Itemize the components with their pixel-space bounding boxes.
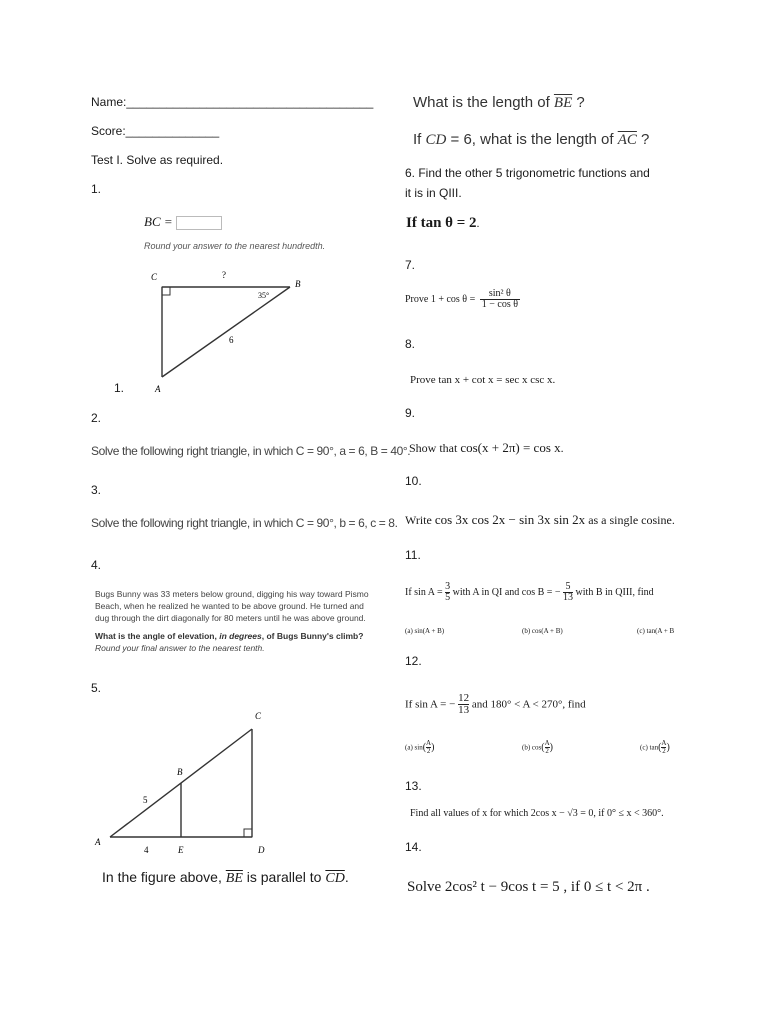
q14-number: 14. xyxy=(405,840,422,854)
q5-label-b: B xyxy=(177,767,183,777)
q10-text: Write cos 3x cos 2x − sin 3x sin 2x as a single cosine. xyxy=(405,512,675,527)
q12-given: If sin A = − $\frac{12}{13}$ and 180° < A < 270°, find xyxy=(405,692,586,716)
q6-line1: 6. Find the other 5 trigonometric functions and xyxy=(405,166,650,180)
q4-line2: Beach, when he realized he wanted to be above ground. He turned and xyxy=(95,601,364,611)
q5-label-d: D xyxy=(258,845,265,855)
q2-text: Solve the following right triangle, in which C = 90°, a = 6, B = 40°. xyxy=(91,444,411,458)
q12-number: 12. xyxy=(405,654,422,668)
q4-line3: dug through the dirt diagonally for 80 meters until he was above ground. xyxy=(95,613,366,623)
q11-number: 11. xyxy=(405,548,421,562)
q12-frac: $\frac{12}{13}$ xyxy=(458,692,470,716)
q4-number: 4. xyxy=(91,558,102,572)
q7-fraction: $\frac{\text{sin² θ}}{\text{1 − cos θ}}$ xyxy=(481,288,518,310)
q1-label-c: C xyxy=(151,272,158,282)
q5-label-e: E xyxy=(178,845,184,855)
q12-part-b: (b) cos( $\frac{A}{2}$ ) xyxy=(522,739,553,755)
q6-given: If tan θ = 2. xyxy=(406,215,480,231)
q4-line1: Bugs Bunny was 33 meters below ground, digging his way toward Pismo xyxy=(95,589,369,599)
q9-number: 9. xyxy=(405,406,416,420)
q13-text: Find all values of x for which 2cos x − √3 = 0, if 0° ≤ x < 360°. xyxy=(410,808,664,819)
q12-part-a: (a) sin( $\frac{A}{2}$ ) xyxy=(405,739,435,755)
q1-side-unknown: ? xyxy=(222,270,226,280)
q4-problem xyxy=(95,588,369,654)
q1-label-b: B xyxy=(295,279,301,289)
q14-text: Solve 2cos² t − 9cos t = 5 , if 0 ≤ t < 2π . xyxy=(407,879,650,895)
q11-frac-a: $\frac{3}{5}$ xyxy=(445,581,451,603)
q5-number: 5. xyxy=(91,681,102,695)
q11-part-c: (c) tan(A + B xyxy=(637,627,675,635)
q1-repeat-number: 1. xyxy=(114,381,125,395)
q2-number: 2. xyxy=(91,411,102,425)
q9-text: Show that cos(x + 2π) = cos x. xyxy=(409,440,564,455)
q11-given: If sin A = $\frac{3}{5}$ with A in QI and cos B = − $\frac{5}{13}$ with B in QIII, find xyxy=(405,581,654,603)
q1-instruction: Round your answer to the nearest hundredth. xyxy=(144,241,326,251)
q1-angle-label: 35° xyxy=(258,291,270,300)
q11-part-a: (a) sin(A + B) xyxy=(405,627,445,635)
q8-text: Prove tan x + cot x = sec x csc x. xyxy=(410,374,556,386)
q11-part-b: (b) cos(A + B) xyxy=(522,627,563,635)
q8-number: 8. xyxy=(405,337,416,351)
q5-question-ac: If CD = 6, what is the length of $\overline{AC}$ ? xyxy=(413,131,650,148)
q5-len-ae: 4 xyxy=(144,845,149,855)
q1-triangle-figure xyxy=(140,265,315,400)
q1-number: 1. xyxy=(91,182,102,196)
name-field[interactable]: Name:_____________________________________ xyxy=(91,95,374,109)
q5-len-ab: 5 xyxy=(143,795,148,805)
q5-label-a: A xyxy=(95,837,101,847)
q3-text: Solve the following right triangle, in which C = 90°, b = 6, c = 8. xyxy=(91,516,398,530)
q1-label-a: A xyxy=(155,384,161,394)
q1-answer-box[interactable] xyxy=(176,216,222,230)
q3-number: 3. xyxy=(91,483,102,497)
q4-question: What is the angle of elevation, in degrees, of Bugs Bunny's climb? xyxy=(95,631,364,641)
q12-part-c: (c) tan( $\frac{A}{2}$ ) xyxy=(640,739,670,755)
q5-caption: In the figure above, $\overline{BE}$ is parallel to $\overline{CD}$. xyxy=(102,869,349,886)
test-heading: Test I. Solve as required. xyxy=(91,153,224,167)
q1-right-angle-mark xyxy=(162,287,170,295)
q1-side-ab xyxy=(162,287,290,377)
q6-line2: it is in QIII. xyxy=(405,186,462,200)
q10-number: 10. xyxy=(405,474,422,488)
q13-number: 13. xyxy=(405,779,422,793)
q6-dot: . xyxy=(476,216,480,230)
q7-number: 7. xyxy=(405,258,416,272)
q7-equation: Prove 1 + cos θ = $\frac{\text{sin² θ}}{\text{1 − cos θ}}$ xyxy=(405,288,518,310)
q1-bc-label: BC = xyxy=(144,214,222,230)
score-field[interactable]: Score:______________ xyxy=(91,124,220,138)
q5-label-c: C xyxy=(255,711,262,721)
q4-note: Round your final answer to the nearest tenth. xyxy=(95,643,265,653)
q1-hyp-label: 6 xyxy=(229,335,234,345)
q11-frac-b: $\frac{5}{13}$ xyxy=(563,581,574,603)
q5-question-be: What is the length of $\overline{BE}$ ? xyxy=(413,94,585,111)
q5-triangle-figure xyxy=(90,705,380,865)
q5-right-angle-mark xyxy=(244,829,252,837)
